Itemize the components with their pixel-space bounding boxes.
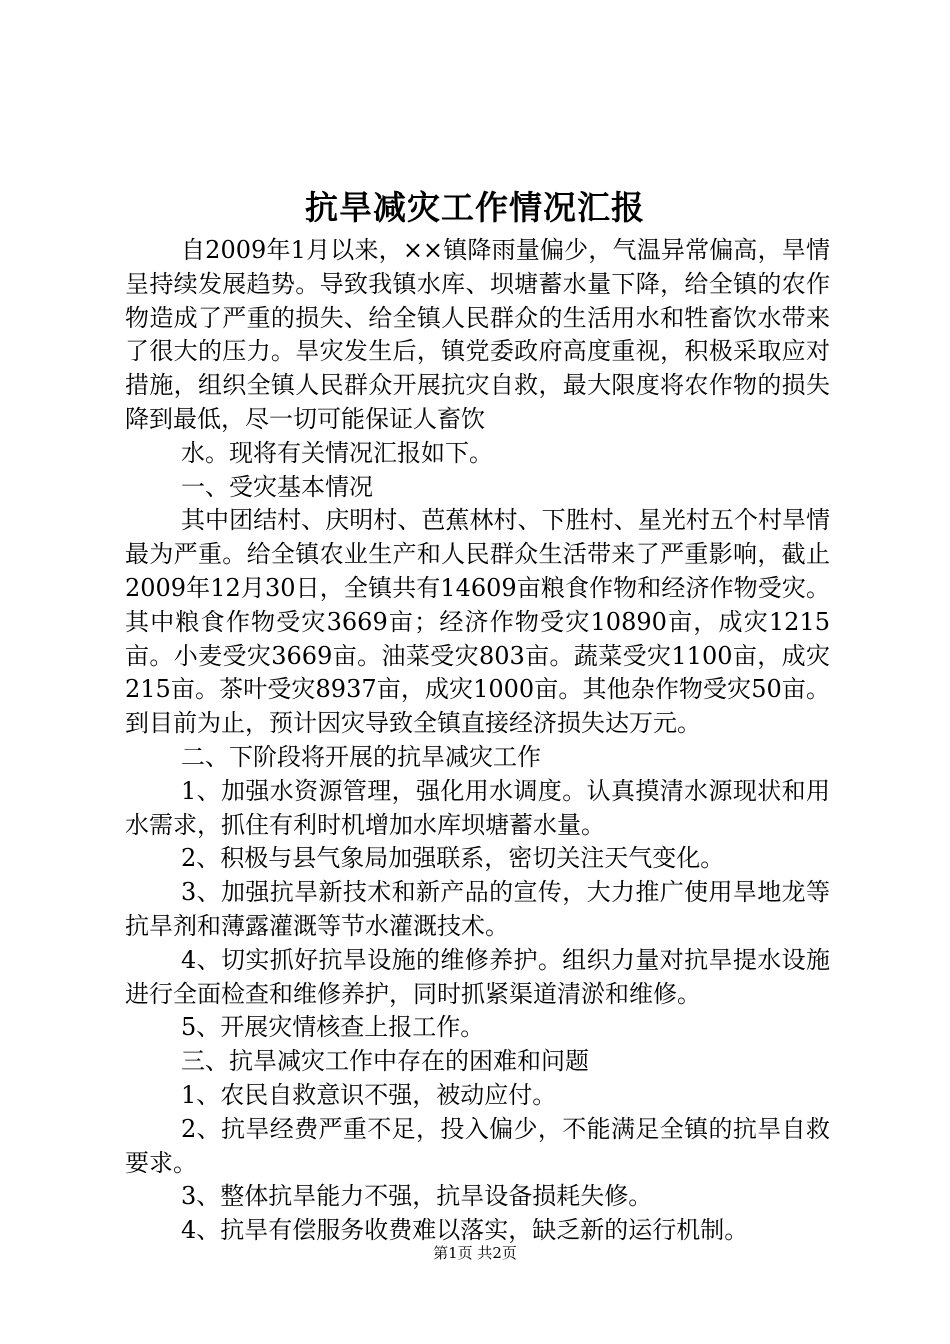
page-footer: 第1页 共2页 [433, 1244, 517, 1262]
list-item-work-5: 5、开展灾情核查上报工作。 [181, 1013, 485, 1042]
list-item-work-4: 4、切实抓好抗旱设施的维修养护。组织力量对抗旱提水设施进行全面检查和维修养护，同时抓紧渠道清淤和维修。 [125, 945, 830, 1008]
list-item-work-2: 2、积极与县气象局加强联系，密切关注天气变化。 [181, 844, 725, 873]
list-item-work-1: 1、加强水资源管理，强化用水调度。认真摸清水源现状和用水需求，抓住有利时机增加水库坝塘蓄水量。 [125, 776, 830, 839]
section-heading-3: 三、抗旱减灾工作中存在的困难和问题 [181, 1047, 589, 1076]
list-item-problem-2: 2、抗旱经费严重不足，投入偏少，不能满足全镇的抗旱自救要求。 [125, 1114, 830, 1177]
document-body [125, 234, 830, 1248]
paragraph-intro-continued: 水。现将有关情况汇报如下。 [181, 438, 493, 467]
section-heading-2: 二、下阶段将开展的抗旱减灾工作 [181, 742, 541, 771]
list-item-problem-4: 4、抗旱有偿服务收费难以落实，缺乏新的运行机制。 [181, 1216, 749, 1245]
list-item-work-3: 3、加强抗旱新技术和新产品的宣传，大力推广使用旱地龙等抗旱剂和薄露灌溉等节水灌溉技术。 [125, 878, 830, 940]
document-title: 抗旱减灾工作情况汇报 [305, 188, 645, 227]
list-item-problem-3: 3、整体抗旱能力不强，抗旱设备损耗失修。 [181, 1182, 653, 1211]
paragraph-disaster-details: 其中团结村、庆明村、芭蕉林村、下胜村、星光村五个村旱情最为严重。给全镇农业生产和人民群众生活带来了严重影响，截止2009年12月30日，全镇共有14609亩粮食作物和经济作物受灾。其中粮食作物受灾3669亩；经济作物受灾10890亩，成灾1215亩。小麦受灾3669亩。油菜受灾803亩。蔬菜受灾1100亩，成灾215亩。茶叶受灾8937亩，成灾1000亩。其他杂作物受灾50亩。到目前为止，预计因灾导致全镇直接经济损失达万元。 [125, 506, 830, 738]
paragraph-intro: 自2009年1月以来，××镇降雨量偏少，气温异常偏高，旱情呈持续发展趋势。导致我镇水库、坝塘蓄水量下降，给全镇的农作物造成了严重的损失、给全镇人民群众的生活用水和牲畜饮水带来了很大的压力。旱灾发生后，镇党委政府高度重视，积极采取应对措施，组织全镇人民群众开展抗灾自救，最大限度将农作物的损失降到最低，尽一切可能保证人畜饮 [125, 236, 830, 433]
section-heading-1: 一、受灾基本情况 [181, 472, 373, 501]
list-item-problem-1: 1、农民自救意识不强，被动应付。 [181, 1080, 557, 1109]
